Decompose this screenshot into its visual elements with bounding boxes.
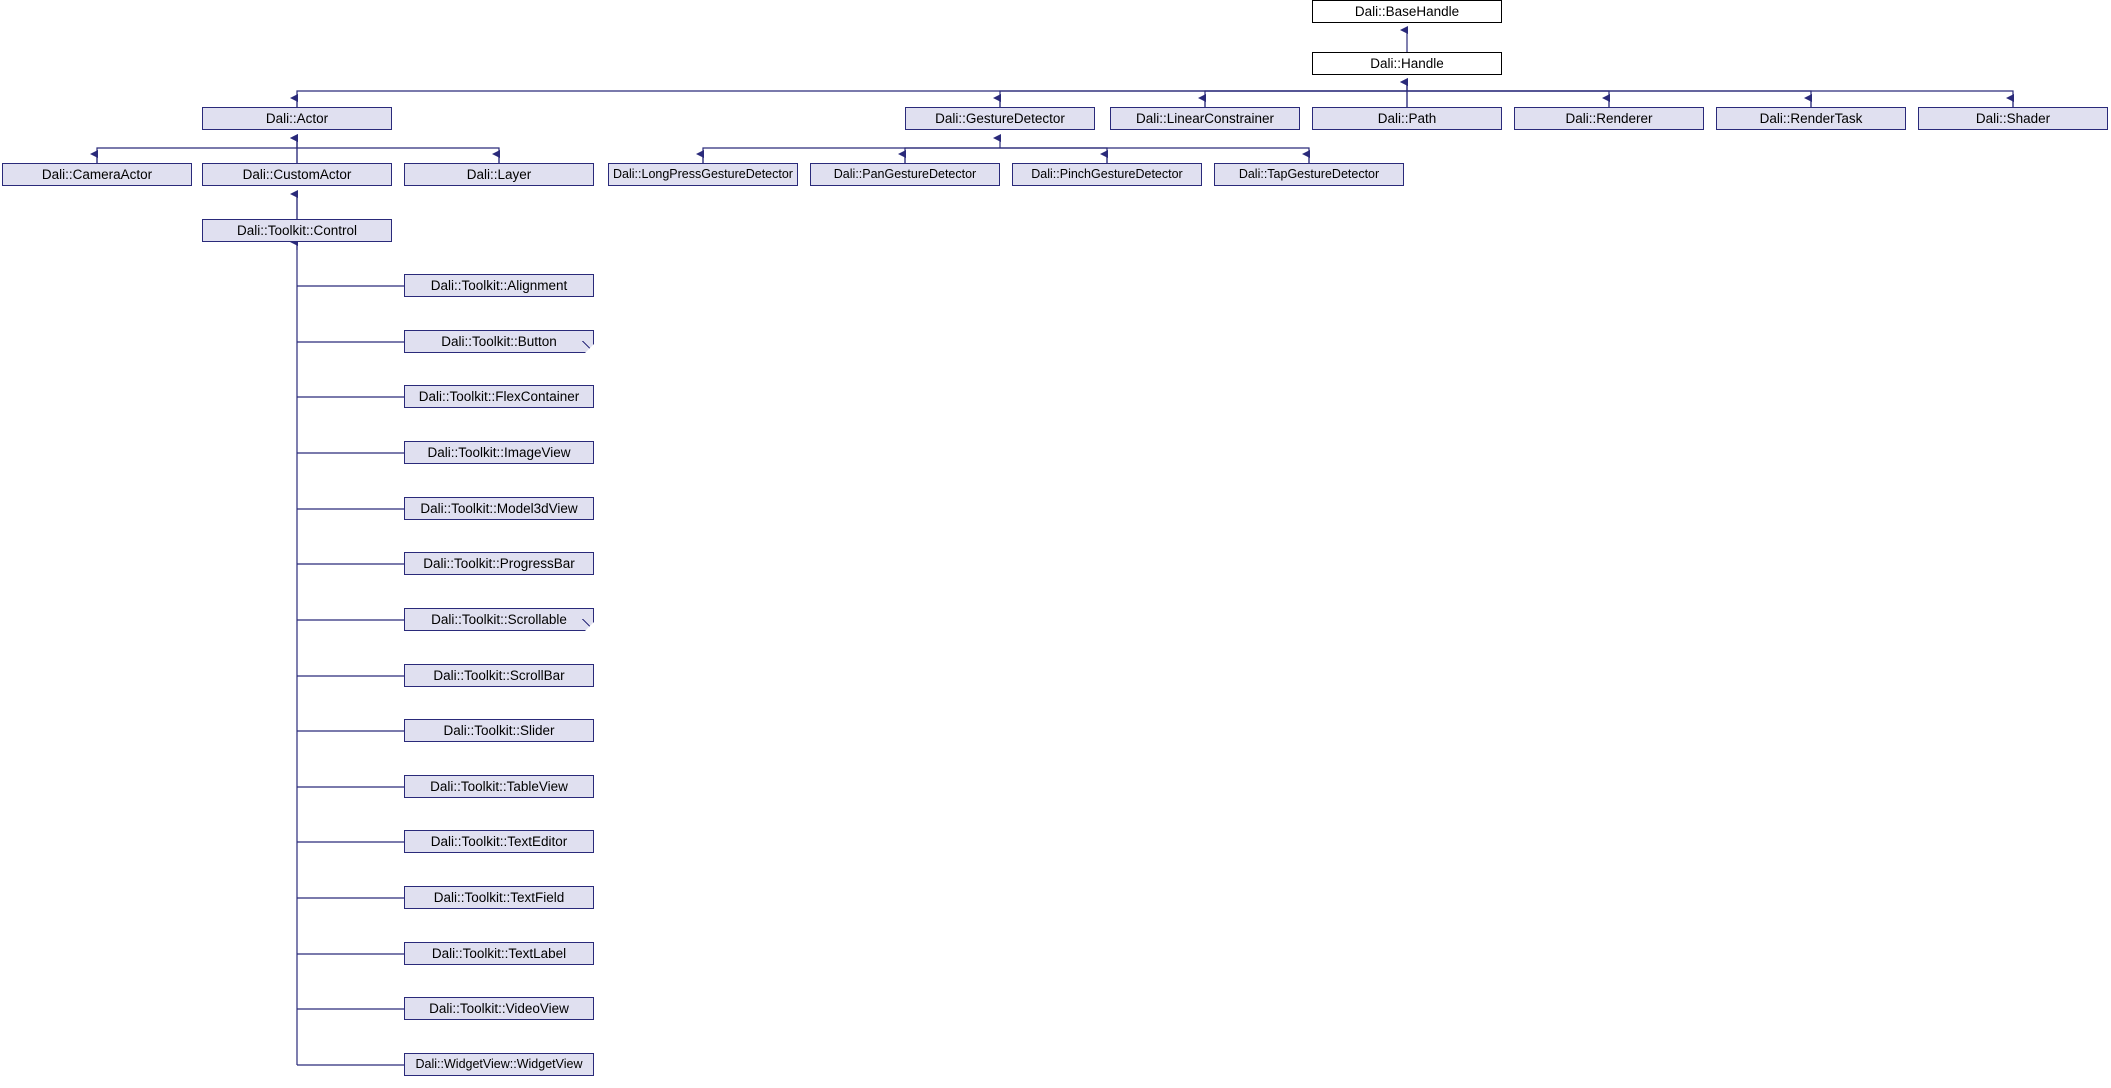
edge-rendertask-handle (1407, 91, 1811, 107)
edge-layer-actor (297, 148, 499, 163)
node-dali-customactor[interactable] (202, 163, 392, 186)
node-dali-gesturedetector[interactable] (905, 107, 1095, 130)
node-dali-toolkit-tableview[interactable] (404, 775, 594, 798)
edge-pan-gesturedetector (905, 148, 1000, 163)
node-label: Dali::Toolkit::TextLabel (431, 945, 567, 961)
node-label: Dali::Shader (1975, 110, 2051, 126)
node-dali-rendertask[interactable] (1716, 107, 1906, 130)
edge-actor-handle (297, 91, 1407, 107)
node-dali-toolkit-scrollable[interactable] (404, 608, 594, 631)
edge-renderer-handle (1407, 91, 1609, 107)
node-dali-path[interactable] (1312, 107, 1502, 130)
node-label: Dali::Toolkit::ImageView (427, 444, 571, 460)
node-dali-pangesturedetector[interactable] (810, 163, 1000, 186)
node-dali-cameraactor[interactable] (2, 163, 192, 186)
node-label: Dali::BaseHandle (1354, 3, 1460, 19)
node-dali-toolkit-texteditor[interactable] (404, 830, 594, 853)
node-dali-toolkit-flexcontainer[interactable] (404, 385, 594, 408)
node-dali-toolkit-textlabel[interactable] (404, 942, 594, 965)
edge-tap-gesturedetector (1000, 148, 1309, 163)
node-label: Dali::Toolkit::TableView (430, 778, 568, 794)
edge-shader-handle (1407, 91, 2013, 107)
node-label: Dali::RenderTask (1759, 110, 1863, 126)
node-dali-actor[interactable] (202, 107, 392, 130)
node-dali-basehandle[interactable] (1312, 0, 1502, 23)
node-label: Dali::Layer (466, 166, 532, 182)
node-dali-layer[interactable] (404, 163, 594, 186)
node-dali-linearconstrainer[interactable] (1110, 107, 1300, 130)
node-dali-handle[interactable] (1312, 52, 1502, 75)
edge-longpress-gesturedetector (703, 148, 1000, 163)
node-dali-tapgesturedetector[interactable] (1214, 163, 1404, 186)
node-dali-toolkit-button[interactable] (404, 330, 594, 353)
node-dali-toolkit-model3dview[interactable] (404, 497, 594, 520)
node-label: Dali::Toolkit::TextField (433, 889, 565, 905)
node-label: Dali::Toolkit::Model3dView (420, 500, 578, 516)
node-dali-renderer[interactable] (1514, 107, 1704, 130)
node-label: Dali::Renderer (1565, 110, 1653, 126)
node-label: Dali::Toolkit::TextEditor (430, 833, 568, 849)
node-label: Dali::LinearConstrainer (1135, 110, 1275, 126)
node-label: Dali::Toolkit::Button (441, 333, 557, 349)
node-label: Dali::LongPressGestureDetector (613, 167, 793, 182)
node-label: Dali::Toolkit::Scrollable (431, 611, 567, 627)
node-label: Dali::PinchGestureDetector (1031, 167, 1183, 182)
node-dali-toolkit-progressbar[interactable] (404, 552, 594, 575)
node-label: Dali::Toolkit::Control (236, 222, 358, 238)
node-dali-toolkit-scrollbar[interactable] (404, 664, 594, 687)
node-dali-pinchgesturedetector[interactable] (1012, 163, 1202, 186)
node-label: Dali::Toolkit::ScrollBar (433, 667, 565, 683)
node-dali-toolkit-slider[interactable] (404, 719, 594, 742)
edge-pinch-gesturedetector (1000, 148, 1107, 163)
edge-cameraactor-actor (97, 148, 297, 163)
node-label: Dali::Toolkit::VideoView (429, 1000, 569, 1016)
node-label: Dali::PanGestureDetector (833, 167, 977, 182)
node-dali-toolkit-textfield[interactable] (404, 886, 594, 909)
node-dali-longpressgesturedetector[interactable] (608, 163, 798, 186)
node-label: Dali::CameraActor (41, 166, 153, 182)
node-label: Dali::GestureDetector (935, 110, 1065, 126)
node-dali-toolkit-imageview[interactable] (404, 441, 594, 464)
node-label: Dali::CustomActor (242, 166, 352, 182)
node-label: Dali::Toolkit::ProgressBar (423, 555, 575, 571)
node-label: Dali::WidgetView::WidgetView (415, 1057, 583, 1072)
node-dali-toolkit-control[interactable] (202, 219, 392, 242)
node-dali-toolkit-videoview[interactable] (404, 997, 594, 1020)
node-label: Dali::TapGestureDetector (1238, 167, 1380, 182)
node-dali-toolkit-alignment[interactable] (404, 274, 594, 297)
node-dali-shader[interactable] (1918, 107, 2108, 130)
node-label: Dali::Toolkit::FlexContainer (418, 388, 580, 404)
edge-gesturedetector-handle (1000, 91, 1407, 107)
node-label: Dali::Toolkit::Slider (443, 722, 555, 738)
node-label: Dali::Path (1377, 110, 1437, 126)
node-dali-widgetview-widgetview[interactable] (404, 1053, 594, 1076)
node-label: Dali::Toolkit::Alignment (430, 277, 568, 293)
node-label: Dali::Handle (1370, 55, 1444, 71)
edge-linearconstrainer-handle (1205, 91, 1407, 107)
node-label: Dali::Actor (265, 110, 329, 126)
